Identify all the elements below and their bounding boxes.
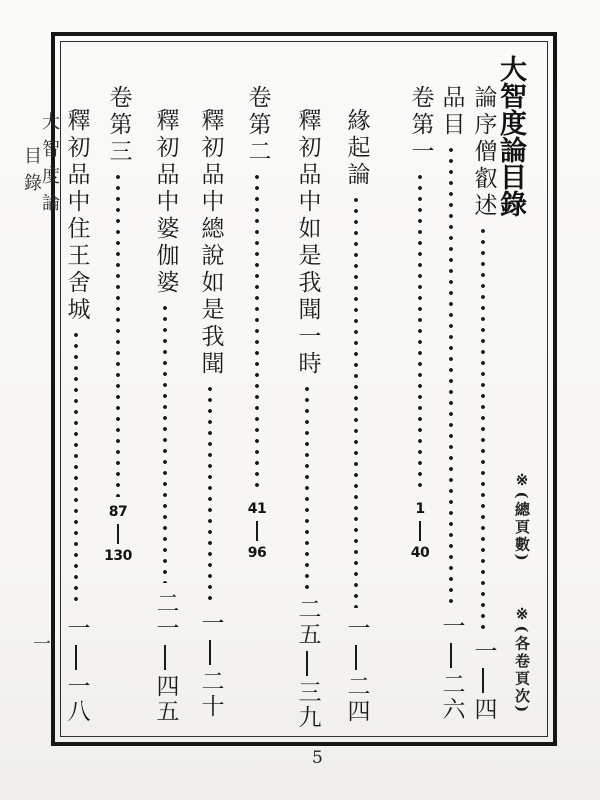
range-dash [164,645,167,670]
margin-work-title: 大智度論 [39,112,60,220]
page-range [199,611,222,719]
range-dash [419,521,422,541]
range-to: 一八 [63,674,90,724]
range-from: 87 [108,504,128,520]
range-dash [117,524,120,544]
toc-entry-zong-shuo [195,108,225,719]
toc-entry-yuan-qi-lun [341,108,371,724]
range-from: 一 [470,639,497,664]
range-to: 二四 [343,674,370,724]
range-to: 二十 [197,669,224,719]
range-dash [450,643,453,668]
range-dash [482,668,485,693]
page-title: 大智度論目錄 [495,55,526,217]
range-to: 四 [470,697,497,722]
toc-entry-zhu-wangshecheng [61,108,91,724]
dotted-leader [417,173,423,494]
range-to: 二六 [438,672,465,722]
toc-entry-juan-1 [405,85,435,560]
range-from: 1 [415,501,425,517]
range-from: 二五 [294,597,321,647]
page-range [104,505,132,563]
margin-running-title [22,112,58,220]
dotted-leader [254,173,260,494]
range-dash [256,521,259,541]
toc-entry-juan-2 [242,85,272,560]
dotted-leader [73,331,79,608]
entry-title: 卷第三 [105,85,132,166]
entry-title: 釋初品中如是我聞一時 [294,108,321,378]
dotted-leader [480,227,486,631]
range-dash [355,645,358,670]
page-range [296,597,319,730]
range-to: 四五 [152,674,179,724]
range-to: 96 [247,545,267,561]
page-range [65,616,88,724]
page-range [440,614,463,722]
entry-title: 釋初品中總說如是我聞 [197,108,224,378]
page-range [154,591,177,724]
range-to: 三九 [294,680,321,730]
page-range [411,502,429,560]
entry-title: 卷第二 [244,85,271,166]
folio-number: 5 [312,748,323,768]
toc-entry-pin-mu [436,85,466,722]
dotted-leader [448,146,454,606]
range-from: 二一 [152,591,179,641]
entry-title: 釋初品中住王舍城 [63,108,90,324]
dotted-leader [353,196,359,608]
toc-entry-rushiwowen-yishi [292,108,322,730]
note-total-pages: ※(總頁數) [513,471,531,564]
note-per-volume-pages: ※(各卷頁次) [513,605,531,715]
page-range [345,616,368,724]
entry-title: 品目 [438,85,465,139]
range-from: 一 [63,616,90,641]
range-to: 40 [410,545,430,561]
range-dash [209,640,212,665]
page-range [472,639,495,722]
range-dash [306,651,309,676]
dotted-leader [162,304,168,583]
dotted-leader [115,173,121,497]
entry-title: 緣起論 [343,108,370,189]
range-dash [75,645,78,670]
toc-entry-lun-xu [468,85,498,722]
range-from: 一 [438,614,465,639]
entry-title: 卷第一 [407,85,434,166]
range-from: 一 [343,616,370,641]
margin-volume-marker: 一 [30,634,51,652]
dotted-leader [207,385,213,603]
range-to: 130 [104,548,132,564]
margin-section-label: 目錄 [21,146,42,200]
entry-title: 釋初品中婆伽婆 [152,108,179,297]
range-from: 一 [197,611,224,636]
dotted-leader [304,385,310,589]
range-from: 41 [247,501,267,517]
page-range [248,502,266,560]
entry-title: 論序僧叡述 [470,85,497,220]
toc-entry-juan-3 [103,85,133,563]
toc-entry-po-qie-po [150,108,180,724]
